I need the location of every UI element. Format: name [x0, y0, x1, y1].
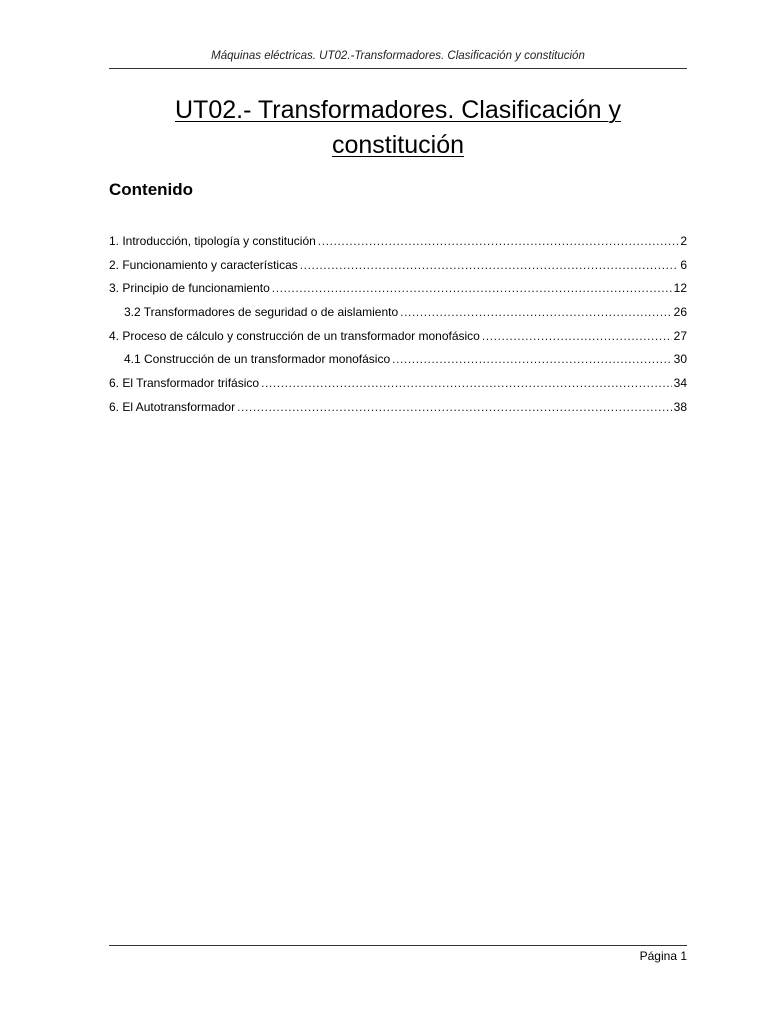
toc-entry-construccion[interactable] — [109, 350, 687, 374]
toc-heading: Contenido — [109, 180, 194, 199]
running-header: Máquinas eléctricas. UT02.-Transformadores. Clasificación y constitución — [211, 50, 585, 62]
toc-dot-leader — [300, 256, 679, 274]
table-of-contents — [109, 232, 687, 422]
toc-page-number: 6 — [680, 257, 687, 272]
toc-dot-leader — [400, 303, 671, 321]
document-title — [109, 93, 687, 163]
toc-dot-leader — [392, 350, 672, 368]
toc-dot-leader — [237, 398, 672, 416]
page-number-footer: Página 1 — [639, 949, 687, 963]
toc-entry-trifasico[interactable] — [109, 374, 687, 398]
toc-entry-calculo[interactable] — [109, 327, 687, 351]
toc-entry-text: 6. El Transformador trifásico — [109, 376, 260, 391]
toc-entry-seguridad[interactable] — [109, 303, 687, 327]
toc-entry-text: 6. El Autotransformador — [109, 399, 236, 414]
toc-page-number: 38 — [673, 399, 687, 414]
toc-dot-leader — [318, 232, 679, 250]
toc-page-number: 2 — [680, 234, 687, 248]
toc-page-number: 12 — [673, 281, 687, 296]
toc-page-number: 30 — [673, 352, 687, 367]
toc-page-number: 27 — [673, 328, 687, 343]
toc-entry-funcionamiento[interactable] — [109, 256, 687, 280]
footer-divider — [109, 945, 687, 946]
toc-entry-text: 4. Proceso de cálculo y construcción de un transformador monofásico — [109, 328, 480, 343]
document-title-line-2: constitución — [331, 131, 465, 159]
toc-page-number: 34 — [673, 376, 687, 391]
toc-entry-text: 1. Introducción, tipología y constitución — [109, 234, 316, 248]
header-divider — [109, 68, 687, 69]
toc-dot-leader — [482, 327, 672, 345]
toc-dot-leader — [261, 374, 672, 392]
toc-entry-text: 3.2 Transformadores de seguridad o de aislamiento — [124, 305, 399, 320]
toc-entry-principio[interactable] — [109, 279, 687, 303]
toc-entry-autotransformador[interactable] — [109, 398, 687, 422]
toc-entry-text: 4.1 Construcción de un transformador monofásico — [124, 352, 391, 367]
toc-entry-introduccion[interactable] — [109, 232, 687, 256]
toc-entry-text: 3. Principio de funcionamiento — [109, 281, 270, 296]
toc-page-number: 26 — [673, 305, 687, 320]
toc-dot-leader — [272, 279, 672, 297]
toc-entry-text: 2. Funcionamiento y características — [109, 257, 298, 272]
document-title-line-1: UT02.- Transformadores. Clasificación y — [175, 96, 621, 124]
